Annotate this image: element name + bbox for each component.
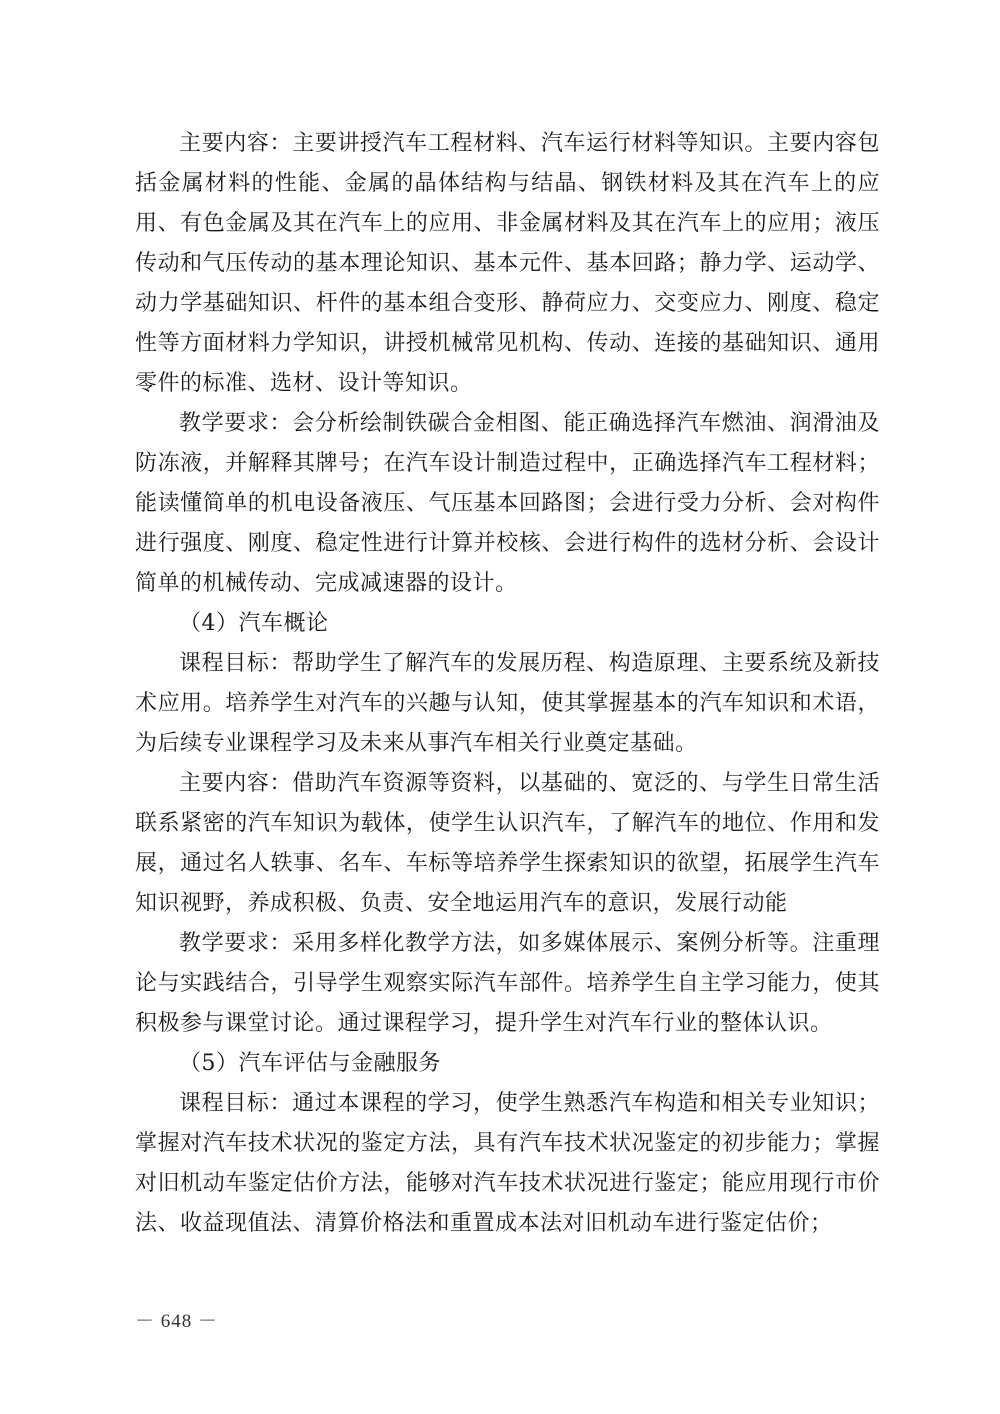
paragraph-main-content-overview: 主要内容：借助汽车资源等资料，以基础的、宽泛的、与学生日常生活联系紧密的汽车知识为载体，使学生认识汽车，了解汽车的地位、作用和发展，通过名人轶事、名车、车标等培养学生探索知识的欲望，拓展学生汽车知识视野，养成积极、负责、安全地运用汽车的意识，发展行动能 bbox=[135, 771, 880, 916]
section-heading-evaluation-finance: （5）汽车评估与金融服务 bbox=[179, 1051, 441, 1076]
paragraph-teaching-requirements-materials: 教学要求：会分析绘制铁碳合金相图、能正确选择汽车燃油、润滑油及防冻液，并解释其牌号；在汽车设计制造过程中，正确选择汽车工程材料；能读懂简单的机电设备液压、气压基本回路图；会进行受力分析、会对构件进行强度、刚度、稳定性进行计算并校核、会进行构件的选材分析、会设计简单的机械传动、完成减速器的设计。 bbox=[135, 411, 880, 596]
paragraph-course-goal-evaluation: 课程目标：通过本课程的学习，使学生熟悉汽车构造和相关专业知识；掌握对汽车技术状况的鉴定方法，具有汽车技术状况鉴定的初步能力；掌握对旧机动车鉴定估价方法，能够对汽车技术状况进行鉴定；能应用现行市价法、收益现值法、清算价格法和重置成本法对旧机动车进行鉴定估价； bbox=[135, 1091, 880, 1236]
paragraph-main-content-materials: 主要内容：主要讲授汽车工程材料、汽车运行材料等知识。主要内容包括金属材料的性能、金属的晶体结构与结晶、钢铁材料及其在汽车上的应用、有色金属及其在汽车上的应用、非金属材料及其在汽车上的应用；液压传动和气压传动的基本理论知识、基本元件、基本回路；静力学、运动学、动力学基础知识、杆件的基本组合变形、静荷应力、交变应力、刚度、稳定性等方面材料力学知识，讲授机械常见机构、传动、连接的基础知识、通用零件的标准、选材、设计等知识。 bbox=[135, 131, 880, 396]
paragraph-teaching-requirements-overview: 教学要求：采用多样化教学方法，如多媒体展示、案例分析等。注重理论与实践结合，引导学生观察实际汽车部件。培养学生自主学习能力，使其积极参与课堂讨论。通过课程学习，提升学生对汽车行业的整体认识。 bbox=[135, 931, 880, 1036]
paragraph-course-goal-overview: 课程目标：帮助学生了解汽车的发展历程、构造原理、主要系统及新技术应用。培养学生对汽车的兴趣与认知，使其掌握基本的汽车知识和术语，为后续专业课程学习及未来从事汽车相关行业奠定基础。 bbox=[135, 651, 880, 756]
page-body bbox=[135, 124, 880, 1244]
page-number: － 648 － bbox=[135, 1311, 219, 1332]
section-heading-auto-overview: （4）汽车概论 bbox=[179, 611, 329, 636]
